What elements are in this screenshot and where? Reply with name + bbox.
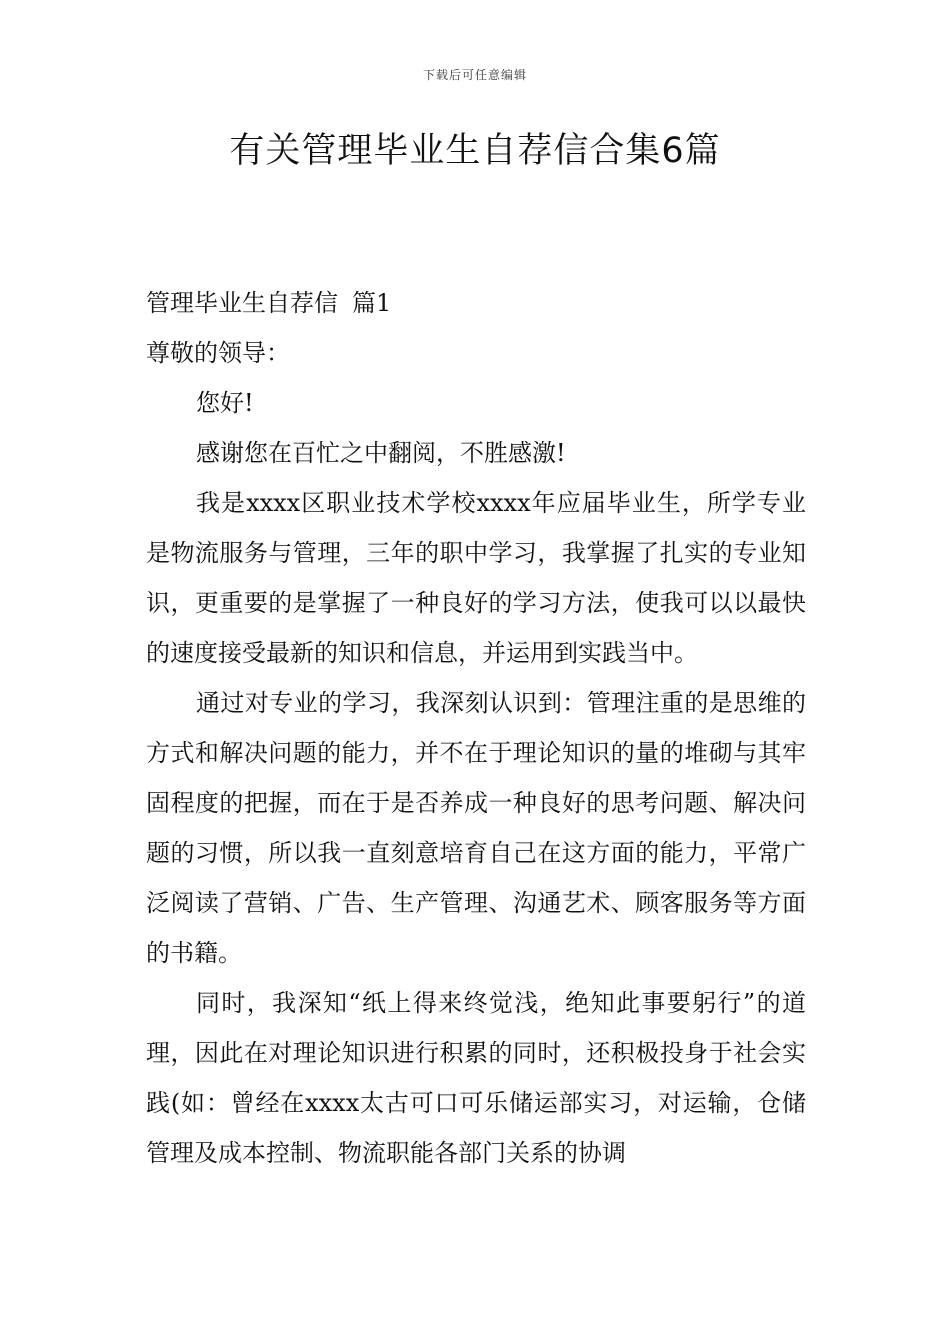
- letter-paragraph: 通过对专业的学习，我深刻认识到：管理注重的是思维的方式和解决问题的能力，并不在于理论知识的量的堆砌与其牢固程度的把握，而在于是否养成一种良好的思考问题、解决问题的习惯，所以我一直刻意培育自己在这方面的能力，平常广泛阅读了营销、广告、生产管理、沟通艺术、顾客服务等方面的书籍。: [146, 689, 806, 967]
- section-heading: [146, 278, 806, 328]
- header-note: 下载后可任意编辑: [422, 68, 527, 82]
- letter-salutation: 尊敬的领导：: [146, 339, 290, 367]
- letter-paragraph: 我是xxxx区职业技术学校xxxx年应届毕业生，所学专业是物流服务与管理，三年的职中学习，我掌握了扎实的专业知识，更重要的是掌握了一种良好的学习方法，使我可以以最快的速度接受最新的知识和信息，并运用到实践当中。: [146, 489, 806, 667]
- document-title: 有关管理毕业生自荐信合集6篇: [229, 131, 721, 171]
- section-number: 篇1: [352, 289, 392, 317]
- letter-paragraph: 同时，我深知“纸上得来终觉浅，绝知此事要躬行”的道理，因此在对理论知识进行积累的同时，还积极投身于社会实践(如：曾经在xxxx太古可口可乐储运部实习，对运输，仓储管理及成本控制、物流职能各部门关系的协调: [146, 989, 806, 1167]
- letter-paragraph: 感谢您在百忙之中翻阅，不胜感激!: [196, 439, 566, 467]
- document-body: [146, 278, 806, 1178]
- section-heading-text: 管理毕业生自荐信: [146, 289, 338, 317]
- letter-paragraph: 您好!: [196, 389, 254, 417]
